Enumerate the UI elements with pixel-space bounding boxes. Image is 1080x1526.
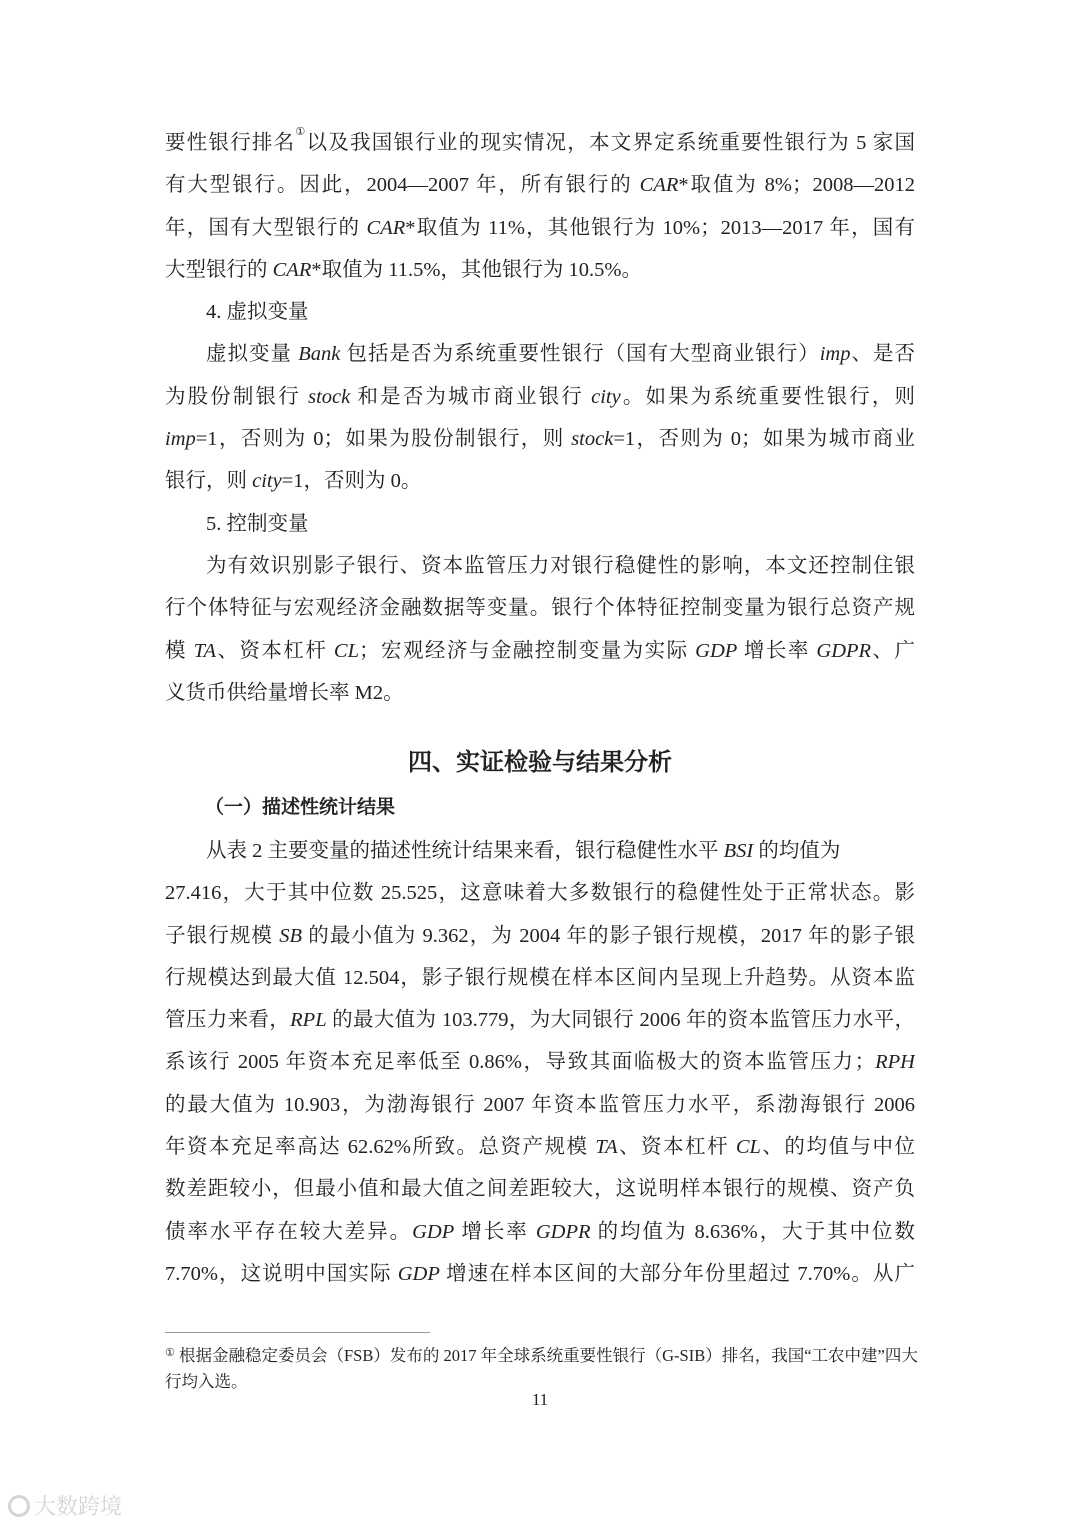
text-line [165,872,915,914]
text-segment: 为股份制银行 [165,385,309,408]
variable-name: Bank [298,343,341,366]
text-segment: 子银行规模 [165,924,280,947]
text-line [165,207,915,249]
variable-name: TA [595,1136,618,1159]
text-segment: =1，否则为 0。 [281,470,422,493]
text-segment: 义货币供给量增长率 M2。 [165,681,404,704]
text-segment: *取值为 11%，其他银行为 10%；2013—2017 年，国有 [405,216,915,239]
variable-name: city [252,470,282,493]
text-segment: 为有效识别影子银行、资本监管压力对银行稳健性的影响，本文还控制住银 [206,554,915,577]
variable-name: GDP [695,639,738,662]
variable-name: GDPR [535,1220,591,1243]
variable-name: GDP [412,1220,455,1243]
body-text-block-2 [165,830,915,1295]
text-line [165,999,915,1041]
text-segment: 有大型银行。因此，2004—2007 年，所有银行的 [165,174,640,197]
footnote-divider [165,1332,430,1333]
text-segment: =1，否则为 0；如果为股份制银行，则 [195,428,572,451]
text-line [165,164,915,206]
variable-name: GDP [397,1262,440,1285]
footnote-text: 根据金融稳定委员会（FSB）发布的 2017 年全球系统重要性银行（G-SIB）排名，我国“工农中建”四大行均入选。 [165,1346,918,1391]
text-segment: 。如果为系统重要性银行，则 [620,385,915,408]
text-segment: 7.70%，这说明中国实际 [165,1262,398,1285]
text-line [165,830,915,872]
text-line [165,1041,915,1083]
subsection-title: （一）描述性统计结果 [205,796,396,818]
text-segment: 年，国有大型银行的 [165,216,367,239]
text-segment: 虚拟变量 [206,343,299,366]
watermark-logo-icon [8,1495,30,1517]
text-segment: =1，否则为 0；如果为城市商业 [613,428,915,451]
text-line [165,460,915,502]
text-segment: 行规模达到最大值 12.504，影子银行规模在样本区间内呈现上升趋势。从资本监 [165,966,915,989]
text-segment: 的最大值为 10.903，为渤海银行 2007 年资本监管压力水平，系渤海银行 2006 [165,1093,915,1116]
text-segment: *取值为 8%；2008—2012 [678,174,915,197]
variable-name: RPH [875,1051,915,1074]
text-line [165,376,915,418]
text-segment: 模 [165,639,194,662]
text-segment: 年资本充足率高达 62.62%所致。总资产规模 [165,1136,596,1159]
text-line [165,291,915,333]
text-line [165,957,915,999]
text-segment: 、的均值与中位 [760,1136,915,1159]
text-segment: 27.416，大于其中位数 25.525，这意味着大多数银行的稳健性处于正常状态。影 [165,882,915,905]
text-segment: 增速在样本区间的大部分年份里超过 7.70%。从广 [439,1262,915,1285]
text-line [165,1126,915,1168]
text-line [165,333,915,375]
text-segment: 的最大值为 103.779，为大同银行 2006 年的资本监管压力水平， [326,1009,915,1032]
variable-name: CAR [639,174,679,197]
variable-name: city [591,385,621,408]
text-segment: 以及我国银行业的现实情况，本文界定系统重要性银行为 5 家国 [306,132,915,154]
text-line [165,122,915,164]
text-segment: 5. 控制变量 [206,512,309,535]
variable-name: BSI [723,840,754,862]
footnote-marker: ① [165,1347,175,1359]
text-segment: 、资本杠杆 [215,639,334,662]
variable-name: CL [735,1136,761,1159]
text-segment: 从表 2 主要变量的描述性统计结果来看，银行稳健性水平 [206,840,724,862]
variable-name: CL [333,639,359,662]
text-segment: 管压力来看， [165,1009,291,1032]
text-line [165,630,915,672]
watermark [8,1490,122,1521]
text-segment: 债率水平存在较大差异。 [165,1220,413,1243]
text-segment: 增长率 [737,639,817,662]
text-segment: 和是否为城市商业银行 [350,385,592,408]
text-line [165,915,915,957]
text-segment: 4. 虚拟变量 [206,301,309,324]
text-segment: 、是否 [850,343,915,366]
text-segment: 数差距较小，但最小值和最大值之间差距较大，这说明样本银行的规模、资产负 [165,1178,915,1201]
watermark-text: 大数跨境 [34,1495,123,1520]
variable-name: stock [308,385,351,408]
variable-name: RPL [290,1009,327,1032]
text-segment: 的最小值为 9.362，为 2004 年的影子银行规模，2017 年的影子银 [302,924,915,947]
text-segment: ；宏观经济与金融控制变量为实际 [359,639,696,662]
variable-name: SB [279,924,303,947]
text-line [165,1168,915,1210]
variable-name: CAR [366,216,406,239]
text-segment: 行个体特征与宏观经济金融数据等变量。银行个体特征控制变量为银行总资产规 [165,597,915,620]
text-segment: 的均值为 8.636%，大于其中位数 [590,1220,915,1243]
variable-name: imp [819,343,851,366]
variable-name: GDPR [816,639,872,662]
variable-name: CAR [272,258,312,281]
page-number: 11 [531,1390,549,1409]
text-line [165,418,915,460]
text-line [165,1253,915,1295]
text-line [165,503,915,545]
variable-name: imp [165,428,196,451]
text-line [165,672,915,714]
body-text-block-1 [165,122,915,714]
text-line [165,587,915,629]
footnote-ref: ① [295,126,307,138]
text-segment: 包括是否为系统重要性银行（国有大型商业银行） [340,343,820,366]
text-segment: 要性银行排名 [165,132,296,154]
text-segment: 、资本杠杆 [617,1136,736,1159]
section-title: 四、实证检验与结果分析 [408,748,672,776]
text-line [165,1084,915,1126]
text-line [165,545,915,587]
text-line [165,1211,915,1253]
footnote [165,1343,925,1395]
text-segment: 、广 [871,639,915,662]
text-segment: *取值为 11.5%，其他银行为 10.5%。 [311,258,642,281]
variable-name: TA [193,639,216,662]
text-segment: 系该行 2005 年资本充足率低至 0.86%，导致其面临极大的资本监管压力； [165,1051,876,1074]
text-line [165,249,915,291]
text-segment: 增长率 [454,1220,536,1243]
text-segment: 银行，则 [165,470,253,493]
variable-name: stock [571,428,614,451]
text-segment: 的均值为 [753,840,841,862]
text-segment: 大型银行的 [165,258,273,281]
